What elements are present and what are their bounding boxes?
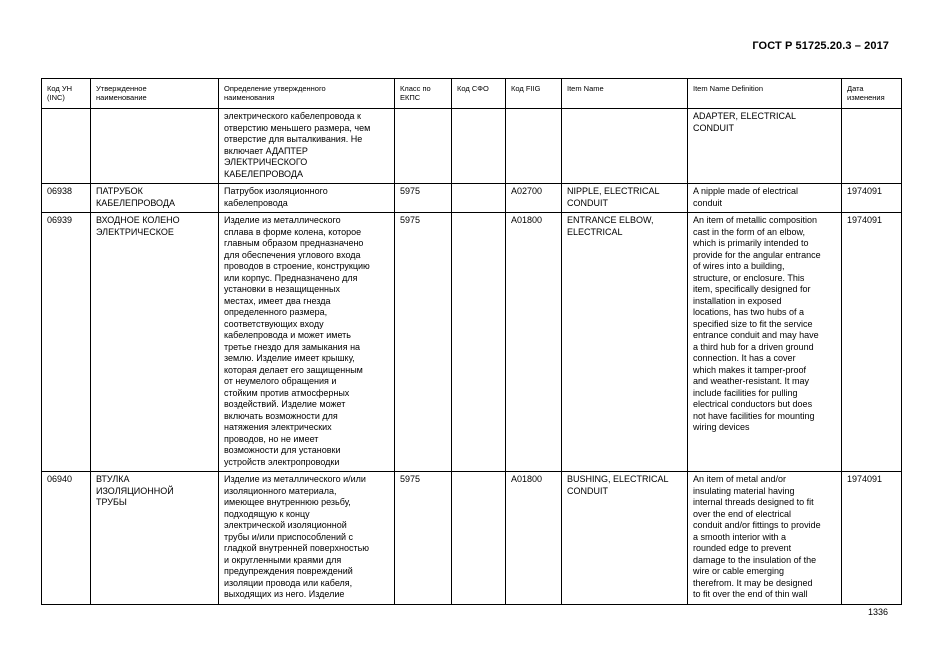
document-header: ГОСТ Р 51725.20.3 – 2017 xyxy=(752,40,889,52)
cell-name: ВТУЛКА ИЗОЛЯЦИОННОЙ ТРУБЫ xyxy=(91,472,219,605)
cell-inc: 06938 xyxy=(42,184,91,213)
cell-date: 1974091 xyxy=(842,184,902,213)
cell-definition: Изделие из металлического и/или изоляционного материала, имеющее внутреннюю резьбу, подходящую к концу электрической изоляционной трубы и/или приспособлений с гладкой внутренней поверхностью и округленными краями для предупреждения повреждений изоляции провода или кабеля, выходящих из него. Изделие xyxy=(219,472,395,605)
cell-item-definition: ADAPTER, ELECTRICAL CONDUIT xyxy=(688,109,842,184)
cell-date: 1974091 xyxy=(842,472,902,605)
cell-item-name xyxy=(562,109,688,184)
column-header-definition: Определение утвержденного наименования xyxy=(219,79,395,109)
page-number: 1336 xyxy=(867,607,888,617)
column-header-class: Класс по ЕКПС xyxy=(395,79,452,109)
table-row xyxy=(42,184,902,213)
cell-inc xyxy=(42,109,91,184)
cell-item-name: NIPPLE, ELECTRICAL CONDUIT xyxy=(562,184,688,213)
cell-date: 1974091 xyxy=(842,213,902,472)
cell-class: 5975 xyxy=(395,184,452,213)
column-header-inc: Код УН (INC) xyxy=(42,79,91,109)
cell-inc: 06940 xyxy=(42,472,91,605)
cell-sfo xyxy=(452,184,506,213)
cell-fiig: A01800 xyxy=(506,472,562,605)
cell-item-name: BUSHING, ELECTRICAL CONDUIT xyxy=(562,472,688,605)
cell-item-definition: An item of metal and/or insulating material having internal threads designed to fit over the end of electrical conduit and/or fittings to provide a smooth interior with a rounded edge to prevent damage to the insulation of the wire or cable emerging therefrom. It may be designed to fit over the end of thin wall xyxy=(688,472,842,605)
cell-date xyxy=(842,109,902,184)
cell-sfo xyxy=(452,213,506,472)
column-header-sfo: Код СФО xyxy=(452,79,506,109)
cell-fiig: A01800 xyxy=(506,213,562,472)
column-header-item-definition: Item Name Definition xyxy=(688,79,842,109)
cell-item-definition: A nipple made of electrical conduit xyxy=(688,184,842,213)
column-header-name: Утвержденное наименование xyxy=(91,79,219,109)
cell-class: 5975 xyxy=(395,472,452,605)
column-header-date: Дата изменения xyxy=(842,79,902,109)
column-header-item-name: Item Name xyxy=(562,79,688,109)
cell-name: ВХОДНОЕ КОЛЕНО ЭЛЕКТРИЧЕСКОЕ xyxy=(91,213,219,472)
cell-name: ПАТРУБОК КАБЕЛЕПРОВОДА xyxy=(91,184,219,213)
cell-name xyxy=(91,109,219,184)
cell-sfo xyxy=(452,472,506,605)
cell-item-definition: An item of metallic composition cast in the form of an elbow, which is primarily intended to provide for the angular entrance of wires into a building, structure, or enclosure. This item, specifically designed for installation in exposed locations, has two hubs of a specified size to fit the service entrance conduit and may have a third hub for a driven ground connection. It has a cover which makes it tamper-proof and weather-resistant. It may include facilities for pulling electrical conductors but does not have facilities for mounting wiring devices xyxy=(688,213,842,472)
cell-class xyxy=(395,109,452,184)
table-row xyxy=(42,213,902,472)
cell-definition: Изделие из металлического сплава в форме колена, которое главным образом предназначено для обеспечения углового входа проводов в строение, конструкцию или корпус. Предназначено для установки в незащищенных местах, имеет два гнезда определенного размера, соответствующих входу кабелепровода и может иметь третье гнездо для замыкания на землю. Изделие имеет крышку, которая делает его защищенным от неумелого обращения и стойким против атмосферных воздействий. Изделие может включать возможности для натяжения электрических проводов, но не имеет возможности для установки устройств электропроводки xyxy=(219,213,395,472)
cell-class: 5975 xyxy=(395,213,452,472)
column-header-fiig: Код FIIG xyxy=(506,79,562,109)
cell-definition: электрического кабелепровода к отверстию меньшего размера, чем отверстие для выталкивания. Не включает АДАПТЕР ЭЛЕКТРИЧЕСКОГО КАБЕЛЕПРОВОДА xyxy=(219,109,395,184)
cell-sfo xyxy=(452,109,506,184)
cell-inc: 06939 xyxy=(42,213,91,472)
cell-item-name: ENTRANCE ELBOW, ELECTRICAL xyxy=(562,213,688,472)
cell-fiig xyxy=(506,109,562,184)
cell-definition: Патрубок изоляционного кабелепровода xyxy=(219,184,395,213)
table-row xyxy=(42,109,902,184)
cell-fiig: A02700 xyxy=(506,184,562,213)
table-row xyxy=(42,472,902,605)
table-header-row xyxy=(42,79,902,109)
classifier-table xyxy=(41,78,902,605)
